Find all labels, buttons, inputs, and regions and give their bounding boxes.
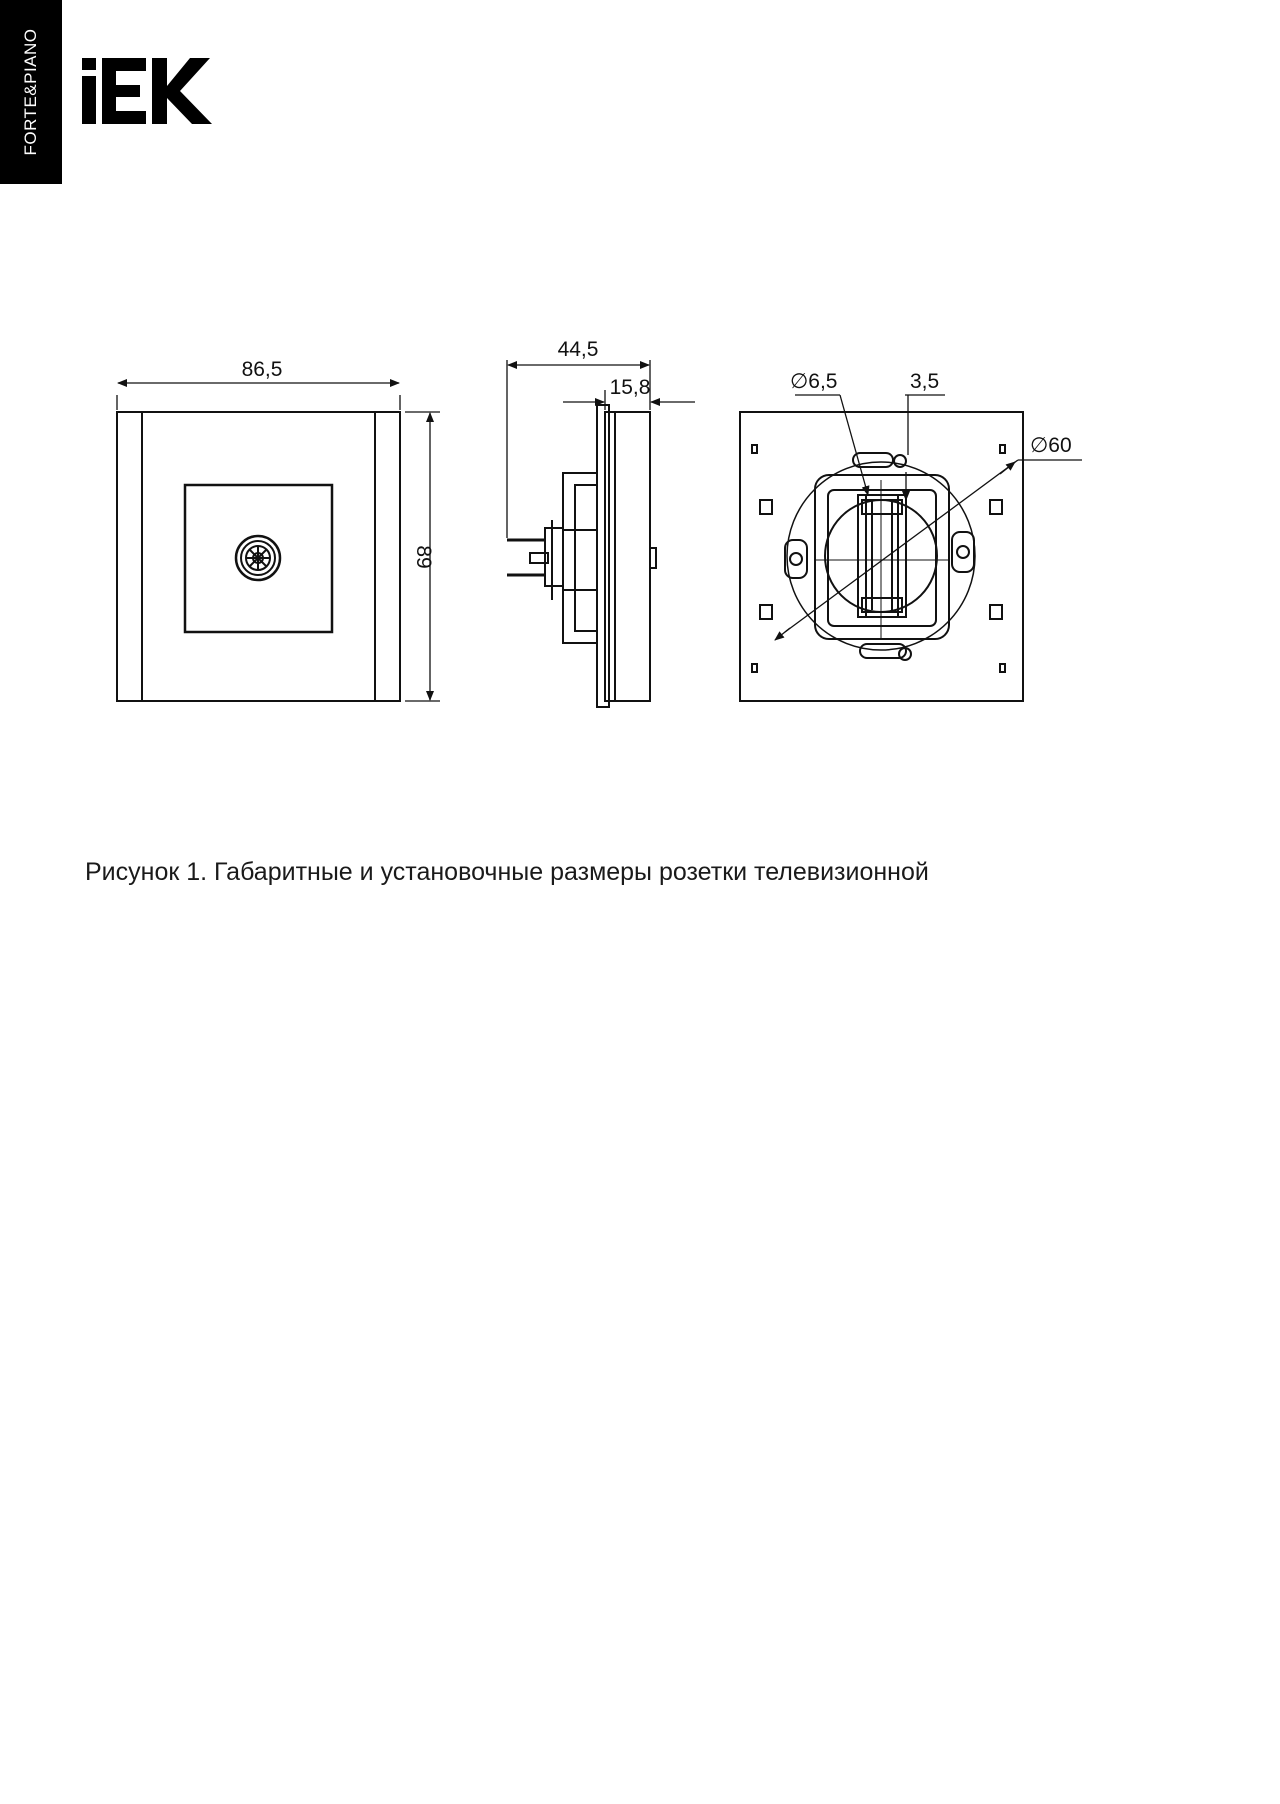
drawing-canvas	[0, 320, 1280, 720]
iek-logo-graphic	[82, 58, 212, 124]
width-dimension	[117, 383, 400, 410]
front-view	[117, 412, 400, 701]
offset-label: 3,5	[910, 370, 940, 393]
height-label: 89	[412, 545, 435, 569]
iek-logo	[82, 58, 212, 124]
dimension-drawing	[0, 320, 1280, 720]
offset-dimension	[905, 395, 945, 500]
series-name: FORTE&PIANO	[21, 28, 40, 156]
series-side-tab	[0, 0, 62, 184]
hole-diameter-label: ∅6,5	[790, 370, 838, 393]
side-view	[507, 405, 656, 707]
mount-diameter-label: ∅60	[1030, 434, 1072, 457]
hole-diameter-leader	[795, 395, 868, 495]
width-label: 86,5	[241, 358, 283, 381]
mount-diameter-leader	[775, 460, 1082, 640]
depth-total-label: 44,5	[557, 338, 599, 361]
depth-front-label: 15,8	[609, 376, 651, 399]
back-view	[740, 412, 1023, 701]
figure-caption: Рисунок 1. Габаритные и установочные размеры розетки телевизионной	[85, 858, 929, 886]
